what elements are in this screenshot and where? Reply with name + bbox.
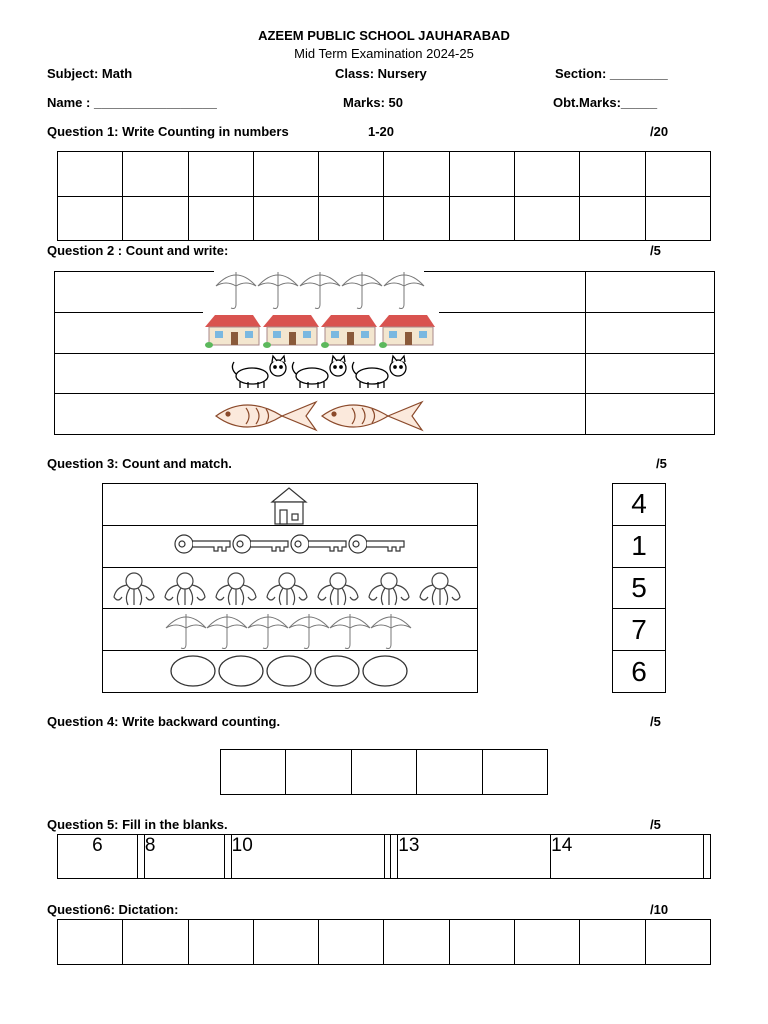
egg-icon: [219, 656, 263, 686]
umbrella-icon: [248, 614, 288, 649]
match-number[interactable]: 6: [613, 651, 666, 693]
fish-icon: [322, 402, 422, 430]
section-field[interactable]: Section: ________: [555, 66, 668, 81]
name-field[interactable]: Name : _________________: [47, 95, 217, 110]
marks-label: Marks: 50: [343, 95, 403, 110]
answer-cell[interactable]: [253, 920, 318, 965]
fill-cell[interactable]: 8: [144, 835, 224, 879]
fill-cell[interactable]: 10: [231, 835, 384, 879]
school-name: AZEEM PUBLIC SCHOOL JAUHARABAD: [258, 28, 510, 43]
q1-range: 1-20: [368, 124, 395, 139]
answer-cell[interactable]: [586, 272, 715, 313]
answer-cell[interactable]: [351, 750, 416, 795]
answer-cell[interactable]: [515, 152, 580, 197]
q2-cats: [230, 356, 412, 390]
answer-cell[interactable]: [58, 196, 123, 241]
answer-cell[interactable]: [58, 920, 123, 965]
answer-cell[interactable]: [417, 750, 482, 795]
q4-label: Question 4: Write backward counting.: [47, 714, 281, 729]
q2-houses: [203, 309, 439, 351]
q2-fish: [214, 397, 426, 435]
answer-cell[interactable]: [645, 196, 710, 241]
cat-icon: [292, 356, 346, 388]
q1-counting-grid: [57, 151, 711, 241]
egg-icon: [171, 656, 215, 686]
fill-cell[interactable]: [384, 835, 391, 879]
answer-cell[interactable]: [449, 920, 514, 965]
octopus-icon: [318, 573, 358, 605]
answer-cell[interactable]: [449, 152, 514, 197]
umbrella-icon: [207, 614, 247, 649]
class-label: Class: Nursery: [335, 66, 427, 81]
fill-cell[interactable]: 14: [551, 835, 704, 879]
cat-icon: [352, 356, 406, 388]
octopus-icon: [114, 573, 154, 605]
fill-cell[interactable]: [704, 835, 711, 879]
house-icon: [205, 315, 261, 348]
answer-cell[interactable]: [384, 152, 449, 197]
q3-number-column: [612, 483, 666, 693]
table-row: [58, 920, 711, 965]
answer-cell[interactable]: [482, 750, 547, 795]
answer-cell[interactable]: [319, 920, 384, 965]
answer-cell[interactable]: [123, 920, 188, 965]
answer-cell[interactable]: [319, 196, 384, 241]
answer-cell[interactable]: [319, 152, 384, 197]
egg-icon: [315, 656, 359, 686]
answer-cell[interactable]: [123, 196, 188, 241]
q3-umbrellas: [164, 610, 416, 650]
answer-cell[interactable]: [580, 152, 645, 197]
q6-dictation-grid: [57, 919, 711, 965]
octopus-icon: [216, 573, 256, 605]
q6-marks: /10: [650, 902, 669, 917]
match-number[interactable]: 7: [613, 609, 666, 651]
answer-cell[interactable]: [384, 196, 449, 241]
house-icon: [321, 315, 377, 348]
octopus-icon: [267, 573, 307, 605]
umbrella-icon: [166, 614, 206, 649]
table-row: [613, 609, 666, 651]
table-row: [58, 835, 711, 879]
match-number[interactable]: 5: [613, 567, 666, 609]
q4-marks: /5: [650, 714, 661, 729]
table-row: [613, 651, 666, 693]
answer-cell[interactable]: [580, 196, 645, 241]
q3-label: Question 3: Count and match.: [47, 456, 232, 471]
table-row: [613, 484, 666, 526]
q5-marks: /5: [650, 817, 661, 832]
q3-house: [270, 486, 310, 526]
answer-cell[interactable]: [515, 196, 580, 241]
table-row: [58, 196, 711, 241]
cat-icon: [232, 356, 286, 388]
q1-marks: /20: [650, 124, 669, 139]
answer-cell[interactable]: [449, 196, 514, 241]
answer-cell[interactable]: [515, 920, 580, 965]
answer-cell[interactable]: [221, 750, 286, 795]
answer-cell[interactable]: [188, 920, 253, 965]
answer-cell[interactable]: [586, 312, 715, 353]
umbrella-icon: [289, 614, 329, 649]
obt-marks-field[interactable]: Obt.Marks:_____: [553, 95, 658, 110]
q3-octopuses: [108, 569, 474, 607]
egg-icon: [363, 656, 407, 686]
table-row: [58, 152, 711, 197]
octopus-icon: [165, 573, 205, 605]
fish-icon: [216, 402, 316, 430]
fill-cell[interactable]: 13: [398, 835, 551, 879]
q5-label: Question 5: Fill in the blanks.: [47, 817, 228, 832]
key-icon: [349, 535, 404, 553]
subject-label: Subject: Math: [47, 66, 133, 81]
answer-cell[interactable]: [58, 152, 123, 197]
answer-cell[interactable]: [586, 394, 715, 435]
answer-cell[interactable]: [188, 196, 253, 241]
fill-cell[interactable]: [224, 835, 231, 879]
q4-backward-grid: [220, 749, 548, 795]
answer-cell[interactable]: [123, 152, 188, 197]
octopus-icon: [369, 573, 409, 605]
umbrella-icon: [371, 614, 411, 649]
q6-label: Question6: Dictation:: [47, 902, 179, 917]
q2-label: Question 2 : Count and write:: [47, 243, 229, 258]
q3-eggs: [170, 655, 412, 689]
egg-icon: [267, 656, 311, 686]
fill-cell[interactable]: 6: [58, 835, 138, 879]
house-icon: [272, 488, 306, 524]
answer-cell[interactable]: [586, 353, 715, 394]
octopus-icon: [420, 573, 460, 605]
answer-cell[interactable]: [253, 152, 318, 197]
house-icon: [379, 315, 435, 348]
q2-marks: /5: [650, 243, 661, 258]
fill-cell[interactable]: [137, 835, 144, 879]
house-icon: [263, 315, 319, 348]
table-row: [613, 567, 666, 609]
umbrella-icon: [330, 614, 370, 649]
q5-fill-grid: [57, 834, 711, 879]
exam-title: Mid Term Examination 2024-25: [294, 46, 474, 61]
answer-cell[interactable]: [188, 152, 253, 197]
answer-cell[interactable]: [580, 920, 645, 965]
match-number[interactable]: 1: [613, 525, 666, 567]
q3-keys: [172, 529, 412, 559]
table-row: [221, 750, 548, 795]
answer-cell[interactable]: [286, 750, 351, 795]
q1-label: Question 1: Write Counting in numbers: [47, 124, 289, 139]
fill-cell[interactable]: [391, 835, 398, 879]
answer-cell[interactable]: [384, 920, 449, 965]
key-icon: [175, 535, 230, 553]
key-icon: [233, 535, 288, 553]
table-row: [613, 525, 666, 567]
answer-cell[interactable]: [645, 152, 710, 197]
answer-cell[interactable]: [645, 920, 710, 965]
answer-cell[interactable]: [253, 196, 318, 241]
q3-marks: /5: [656, 456, 667, 471]
match-number[interactable]: 4: [613, 484, 666, 526]
key-icon: [291, 535, 346, 553]
